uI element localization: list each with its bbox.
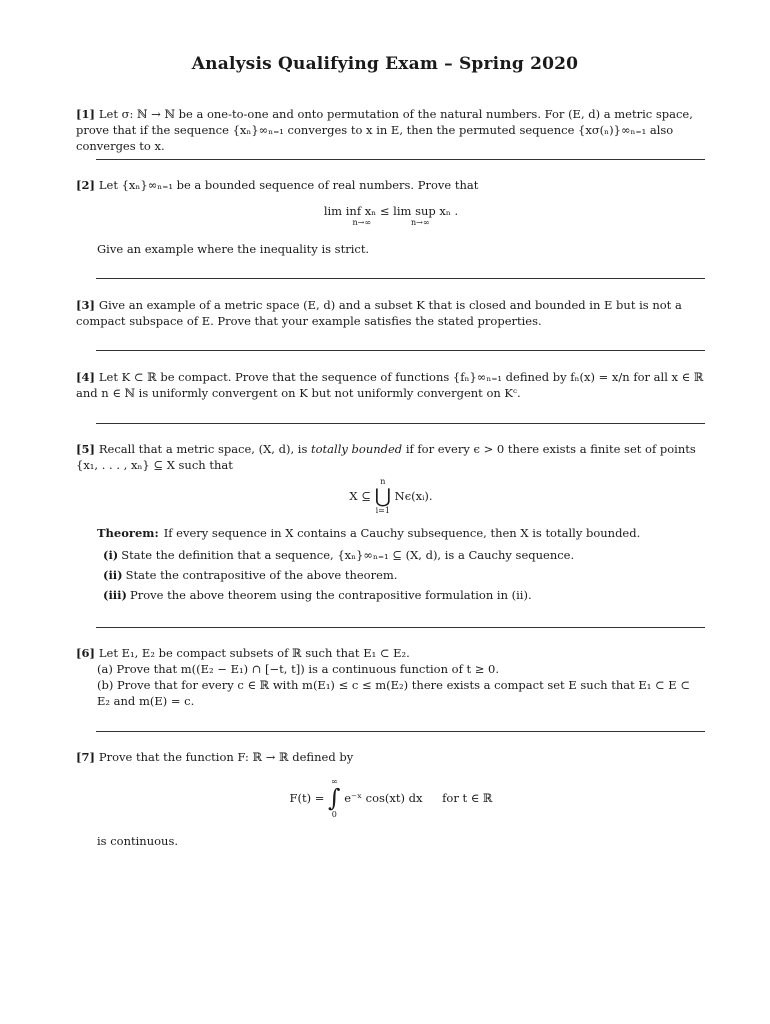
union-lower-index: i=1 — [375, 506, 390, 515]
display-tail: for t ∈ ℝ — [442, 791, 493, 805]
part-a: (a) Prove that m((E₂ − E₁) ∩ [−t, t]) is a continuous function of t ≥ 0. — [97, 662, 500, 676]
problem-number: [1] — [76, 107, 95, 121]
subpart-i — [103, 547, 706, 563]
divider — [96, 278, 705, 279]
problem-text-a: Recall that a metric space, (X, d), is — [98, 442, 311, 456]
problem-3 — [76, 297, 706, 329]
problem-number: [5] — [76, 442, 95, 456]
subpart-iii — [103, 587, 706, 603]
subparts — [97, 547, 706, 603]
term-totally-bounded: totally bounded — [311, 442, 403, 456]
limsup-subscript: n→∞ — [411, 218, 430, 227]
part-b: (b) Prove that for every c ∈ ℝ with m(E₁) ≤ c ≤ m(E₂) there exists a compact set E such that E₁ ⊂ E ⊂ E₂ and m(E) = c. — [97, 678, 690, 708]
integral-display — [76, 777, 706, 823]
limit-subscripts — [76, 219, 706, 227]
integral-upper-limit: ∞ — [330, 777, 338, 786]
divider — [96, 350, 705, 351]
display-equation: lim inf xₙ ≤ lim sup xₙ . — [323, 204, 459, 218]
subpart-label: (i) — [103, 548, 119, 562]
display-right: Nϵ(xᵢ). — [394, 489, 433, 503]
liminf-subscript: n→∞ — [352, 218, 371, 227]
problem-1 — [76, 106, 706, 154]
subpart-label: (iii) — [103, 588, 127, 602]
problem-6 — [76, 645, 706, 709]
union-upper-index: n — [380, 477, 386, 486]
problem-number: [3] — [76, 298, 95, 312]
page-title: Analysis Qualifying Exam – Spring 2020 — [191, 54, 579, 74]
integral-lower-limit: 0 — [331, 810, 337, 819]
subpart-text: State the definition that a sequence, {xₙ}∞ₙ₌₁ ⊆ (X, d), is a Cauchy sequence. — [121, 548, 575, 562]
problem-text: Let E₁, E₂ be compact subsets of ℝ such that E₁ ⊂ E₂. — [98, 646, 410, 660]
divider — [96, 627, 705, 628]
problem-5 — [76, 441, 706, 603]
theorem — [97, 525, 706, 541]
theorem-text: If every sequence in X contains a Cauchy subsequence, then X is totally bounded. — [163, 526, 641, 540]
problem-text: Let σ: ℕ → ℕ be a one-to-one and onto permutation of the natural numbers. For (E, d) a metric space, prove that if the sequence {xₙ}∞ₙ₌₁ converges to x in E, then the permuted sequence {xσ(ₙ)}∞ₙ₌₁ also converges to x. — [76, 107, 693, 153]
problem-7 — [76, 749, 706, 849]
display-right: e⁻ˣ cos(xt) dx — [344, 791, 423, 805]
integral-symbol: ∫ — [328, 784, 341, 812]
divider — [96, 423, 705, 424]
problem-2 — [76, 177, 706, 257]
problem-number: [2] — [76, 178, 95, 192]
problem-number: [7] — [76, 750, 95, 764]
problem-text-b: if for every ϵ > 0 there exists a finite set of points {x₁, . . . , xₙ} ⊆ X such that — [76, 442, 696, 472]
subpart-ii — [103, 567, 706, 583]
subpart-text: State the contrapositive of the above theorem. — [125, 568, 398, 582]
divider — [96, 159, 705, 160]
problem-followup: Give an example where the inequality is strict. — [97, 242, 370, 256]
problem-4 — [76, 369, 706, 401]
problem-text: Let K ⊂ ℝ be compact. Prove that the sequence of functions {fₙ}∞ₙ₌₁ defined by fₙ(x) = x/n for all x ∈ ℝ and n ∈ ℕ is uniformly convergent on K but not uniformly convergent on Kᶜ. — [76, 370, 704, 400]
theorem-label: Theorem: — [97, 526, 159, 540]
union-operator — [375, 477, 391, 515]
display-left: F(t) = — [289, 791, 325, 805]
problem-text: Prove that the function F: ℝ → ℝ defined by — [98, 750, 354, 764]
divider — [96, 731, 705, 732]
union-display — [76, 477, 706, 517]
union-symbol: ⋃ — [374, 484, 391, 508]
subpart-text: Prove the above theorem using the contrapositive formulation in (ii). — [130, 588, 532, 602]
problem-text: Let {xₙ}∞ₙ₌₁ be a bounded sequence of real numbers. Prove that — [98, 178, 479, 192]
problem-text: Give an example of a metric space (E, d) and a subset K that is closed and bounded in E but is not a compact subspace of E. Prove that your example satisfies the stated properties. — [76, 298, 682, 328]
subpart-label: (ii) — [103, 568, 123, 582]
integral-operator — [328, 777, 341, 819]
problem-number: [4] — [76, 370, 95, 384]
display-left: X ⊆ — [349, 489, 371, 503]
problem-followup: is continuous. — [97, 834, 179, 848]
problem-number: [6] — [76, 646, 95, 660]
